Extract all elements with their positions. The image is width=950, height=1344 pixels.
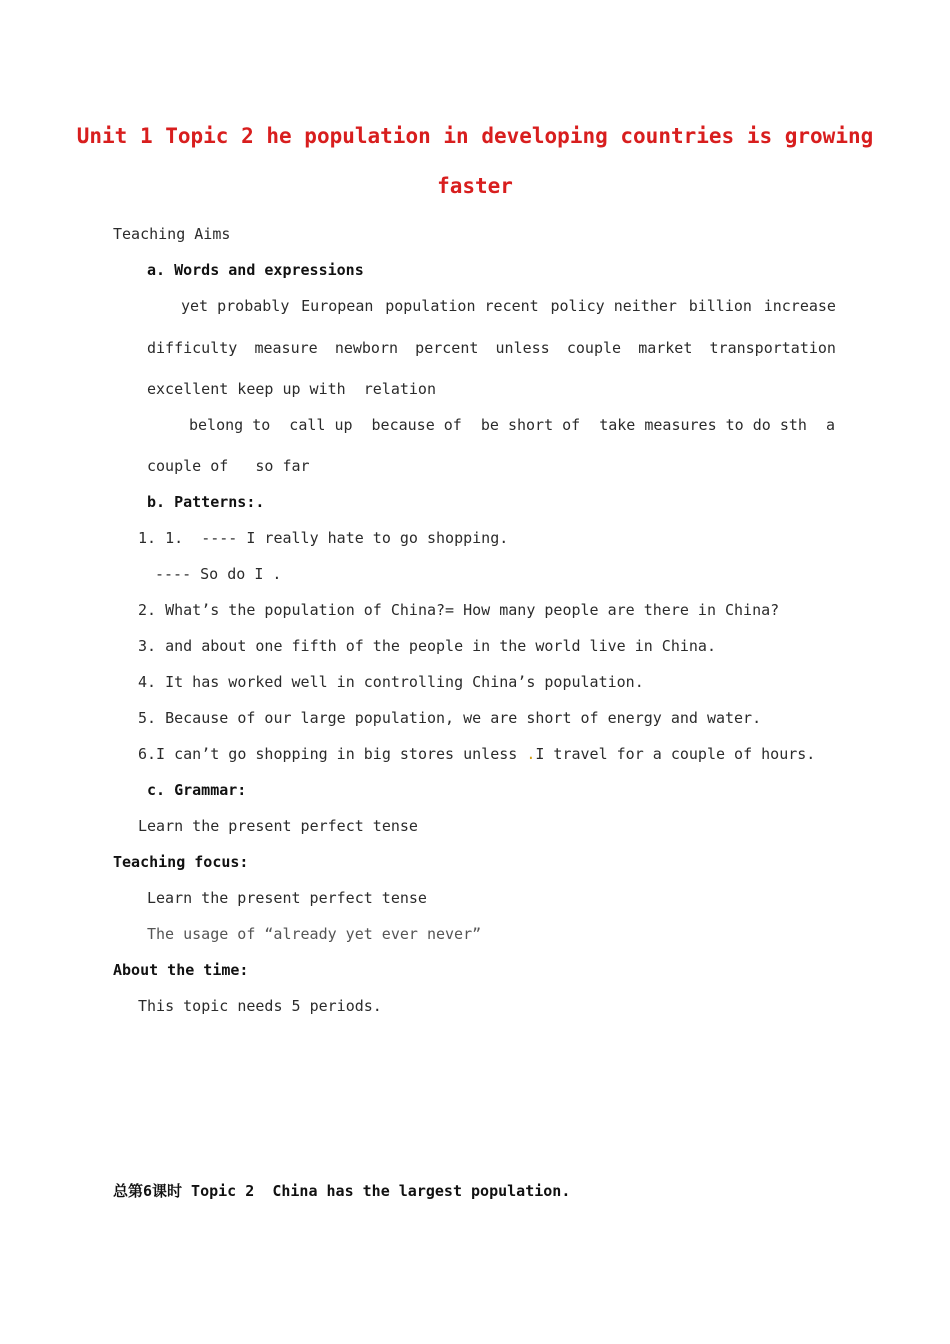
pattern-6-end: I travel for a couple of hours. (535, 745, 816, 763)
phrase-item: a (825, 416, 835, 434)
word-item: difficulty (147, 339, 238, 357)
grammar-heading: c. Grammar: (147, 781, 247, 799)
pattern-6-dot: . (526, 745, 536, 763)
focus-heading: Teaching focus: (113, 853, 249, 871)
word-item: increase (763, 297, 836, 315)
pattern-1: 1. 1. ---- I really hate to go shopping. (138, 529, 509, 547)
phrase-item: call up (289, 416, 353, 434)
words-heading: a. Words and expressions (147, 261, 364, 279)
word-item: newborn (334, 339, 399, 357)
title-line-1: Unit 1 Topic 2 he population in developing countries is growing (76, 124, 874, 148)
phrases-row-1 (189, 415, 835, 435)
words-row-1 (181, 296, 836, 316)
grammar-text: Learn the present perfect tense (138, 817, 418, 835)
word-item: unless (495, 339, 550, 357)
phrase-item: because of (371, 416, 462, 434)
title-line-2: faster (437, 174, 513, 198)
word-item: market (638, 339, 693, 357)
word-item: yet probably (181, 297, 290, 315)
pattern-1-reply: ---- So do I . (155, 565, 282, 583)
word-item: European (301, 297, 374, 315)
word-item: policy neither (550, 297, 677, 315)
phrases-row-2: couple of so far (147, 457, 310, 475)
pattern-4: 4. It has worked well in controlling China’s population. (138, 673, 644, 691)
focus-line-1: Learn the present perfect tense (147, 889, 427, 907)
word-item: population recent (385, 297, 539, 315)
word-item: couple (566, 339, 622, 357)
patterns-heading: b. Patterns:. (147, 493, 265, 511)
teaching-aims-label: Teaching Aims (113, 225, 231, 243)
pattern-6-start: 6.I can’t go shopping in big stores unless (138, 745, 527, 763)
pattern-5: 5. Because of our large population, we are short of energy and water. (138, 709, 762, 727)
footer-lesson-title: 总第6课时 Topic 2 China has the largest population. (113, 1182, 571, 1200)
words-row-2 (147, 338, 836, 358)
word-item: billion (688, 297, 752, 315)
phrase-item: belong to (189, 416, 271, 434)
pattern-2: 2. What’s the population of China?= How many people are there in China? (138, 601, 780, 619)
phrase-item: take measures to do sth (599, 416, 807, 434)
time-text: This topic needs 5 periods. (138, 997, 382, 1015)
words-row-3: excellent keep up with relation (147, 380, 436, 398)
word-item: percent (415, 339, 479, 357)
focus-line-2: The usage of “already yet ever never” (147, 925, 482, 943)
pattern-6 (138, 744, 815, 764)
phrase-item: be short of (480, 416, 581, 434)
word-item: transportation (709, 339, 836, 357)
word-item: measure (254, 339, 318, 357)
pattern-3: 3. and about one fifth of the people in the world live in China. (138, 637, 716, 655)
time-heading: About the time: (113, 961, 249, 979)
